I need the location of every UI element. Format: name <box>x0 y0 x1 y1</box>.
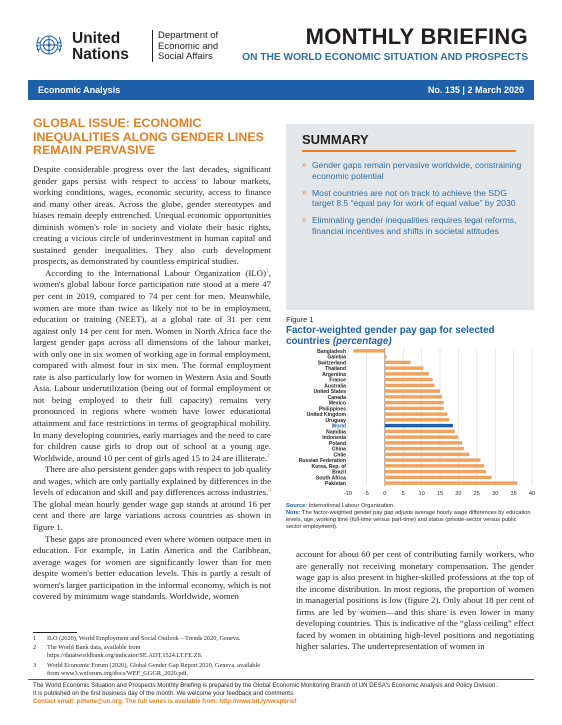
paragraph-2-part-a: According to the International Labour Organization (ILO) <box>45 267 267 278</box>
figure-title <box>286 325 516 347</box>
bar <box>354 349 385 352</box>
footnote-number: 1 <box>33 635 37 642</box>
category-label: Thailand <box>325 366 346 373</box>
dept-line-2: Economic and <box>158 40 219 52</box>
footer-line-1: The World Economic Situation and Prospects Monthly Briefing is prepared by the Global Economic Monitoring Branch of UN DESA's Economic Analysis and Policy Division. <box>33 682 498 689</box>
summary-bullet-text: Eliminating gender inequalities requires legal reforms, financial incentives and shifts in societal attitudes <box>312 215 517 236</box>
summary-title: SUMMARY <box>302 132 369 147</box>
bar <box>385 361 411 364</box>
bar <box>385 476 492 479</box>
un-emblem-icon <box>32 28 66 62</box>
category-label: Uruguay <box>325 417 346 424</box>
category-label: Argentina <box>322 371 346 378</box>
issue-number: No. 135 | 2 March 2020 <box>427 85 524 95</box>
bar <box>385 424 453 427</box>
bar <box>385 481 517 484</box>
chevron-right-icon: » <box>302 187 307 197</box>
category-label: China <box>331 446 346 453</box>
footnote-item <box>33 635 273 643</box>
x-tick-label: 35 <box>510 491 517 497</box>
paragraph-5: account for about 60 per cent of contributing family workers, who are generally not receiving monetary compensation. The gender wage gap is also present in higher-skilled professions at the top of the income distribution. In most regions, the proportion of women in managerial positions is low (figure 2). Only about 18 per cent of firms are led by women—and this share is even lower in many developing countries. This is indicative of the “glass ceiling” effect faced by women in obtaining high-level positions and negotiating higher salaries. The underrepresentation of women in <box>296 549 534 652</box>
footnote-ref-1[interactable]: 1 <box>266 267 269 274</box>
x-tick-label: 5 <box>401 491 405 497</box>
article-column-right <box>296 549 534 653</box>
bar <box>385 412 448 415</box>
x-tick-label: 15 <box>436 491 444 497</box>
summary-box <box>286 124 534 310</box>
figure-title-main: Factor-weighted gender pay gap for selected countries <box>286 325 495 347</box>
article-title-line-1: GLOBAL ISSUE: ECONOMIC <box>33 116 202 130</box>
x-tick-label: 10 <box>418 491 425 497</box>
summary-bullet-text: Most countries are not on track to achieve the SDG target 8.5 “equal pay for work of equal value” by 2030 <box>312 187 516 209</box>
bar <box>385 458 481 461</box>
footnote-number: 3 <box>33 661 37 669</box>
article-title-line-2: INEQUALITIES ALONG GENDER LINES <box>33 129 264 144</box>
bar <box>385 366 424 369</box>
bar <box>385 384 435 387</box>
x-tick-label: -10 <box>343 491 353 497</box>
category-label: Russian Federation <box>298 458 346 465</box>
bar <box>385 418 449 421</box>
figure-note <box>286 510 532 531</box>
summary-bullet-text: Gender gaps remain pervasive worldwide, constraining economic potential <box>312 160 522 181</box>
category-label: Brazil <box>332 469 346 476</box>
department-name <box>158 31 218 63</box>
footer-divider <box>28 679 534 680</box>
x-tick-label: -5 <box>363 491 369 497</box>
x-tick-label: 0 <box>383 491 387 497</box>
category-label: Philippines <box>318 406 346 413</box>
bar <box>385 453 470 456</box>
category-label: Switzerland <box>317 360 346 367</box>
note-text: The factor-weighted gender pay gap adjusts average hourly wage differences by education levels, age, working time (full-time versus part-time) and status (private-sector versus public sector employment). <box>286 510 531 530</box>
summary-underline <box>302 150 516 152</box>
category-label: Korea, Rep. of <box>311 463 346 470</box>
chevron-right-icon: » <box>302 160 307 169</box>
footnotes <box>33 635 273 679</box>
category-label: Bangladesh <box>317 348 346 355</box>
summary-bullet <box>302 188 522 210</box>
category-label: Chile <box>333 452 346 459</box>
gender-pay-gap-chart <box>286 346 536 502</box>
bar <box>385 401 444 404</box>
bar <box>385 447 464 450</box>
category-label: United Kingdom <box>306 412 346 419</box>
footnote-divider <box>33 632 77 633</box>
footnote-ref-3[interactable]: 3 <box>268 487 271 494</box>
x-tick-label: 20 <box>455 491 462 497</box>
bar <box>385 435 459 438</box>
paragraph-1: Despite considerable progress over the last decades, significant gender gaps persist with respect to access to labour markets, working conditions, wages, economic security, access to finance and many other areas. Across the globe, gender stereotypes and biases remain deeply entrenched. Unequal economic opportunities diminish women's role in society and violate their basic rights, creating a vicious circle of underinvestment in human capital and sustained gender inequalities. They also curb development prospects, as demonstrated by countless empirical studies. <box>33 164 271 267</box>
footnote-text[interactable]: The World Bank data, available from https://datatworldbank.org/indicator/SE.ADT.1524.LT.FE.ZS. <box>47 644 203 660</box>
footnote-ref-2[interactable]: 2 <box>267 452 270 459</box>
category-label: South Africa <box>315 475 346 482</box>
summary-list <box>302 154 522 237</box>
paragraph-3 <box>33 464 271 533</box>
paragraph-3-part-b: The global mean hourly gender wage gap stands at around 16 per cent and there are large variations across countries as shown in figure 1. <box>33 498 271 532</box>
page-footer <box>33 682 533 706</box>
dept-line-3: Social Affairs <box>158 51 213 62</box>
x-tick-label: 40 <box>528 491 536 497</box>
category-label: Gambia <box>327 354 346 361</box>
figure-notes <box>286 503 532 531</box>
source-label: Source: <box>286 503 308 509</box>
bar <box>385 407 444 410</box>
article-title <box>33 117 268 158</box>
bar <box>385 372 429 375</box>
paragraph-2 <box>33 268 271 464</box>
chart-category-labels <box>299 349 347 487</box>
summary-bullet <box>302 160 522 182</box>
note-label: Note: <box>286 510 301 516</box>
paragraph-4: These gaps are pronounced even where women outpace men in education. For example, in Latin America and the Caribbean, average wages for women are significantly lower than for men despite women's better education levels. This is partly a result of women's larger participation in the informal economy, which is not covered by minimum wage standards. Worldwide, women <box>33 533 271 602</box>
bar <box>385 355 387 358</box>
bar <box>385 464 484 467</box>
category-label: Australia <box>324 383 346 390</box>
figure-source <box>286 503 532 510</box>
category-label: Indonesia <box>322 435 346 442</box>
category-label: World <box>331 423 346 430</box>
paragraph-3-part-a: There are also persistent gender gaps with respect to job quality and wages, which are only partially explained by differences in the levels of education and skill and pay differences across industries. <box>33 464 271 498</box>
paragraph-2-part-b: , women's global labour force participation rate stood at a mere 47 per cent in 2019, compared to 74 per cent for men. Meanwhile, women are more than twice as likely not to be in employment, education or training (NEET), at a global rate of 31 per cent against only 14 per cent for men. Women in North Africa face the largest gender gaps across all dimensions of the labour market, with only one in six women of working age in formal employment, compared with almost four in six men. The formal employment rate is also particularly low for women in Western Asia and South Asia. Labour underutilization (being out of formal employment or not being employed to their full capacity) remains very pronounced in regions where women have lower educational attainment and face restrictions in terms of geographical mobility. In many developing countries, early marriages and the need to care for children cause girls to drop out of school at a young age. Worldwide, around 10 per cent of girls aged 15 to 24 are illiterate. <box>33 267 271 463</box>
bar <box>385 470 486 473</box>
category-label: United States <box>313 389 346 396</box>
footnote-text[interactable]: World Economic Forum (2020), Global Gender Gap Report 2020, Geneva, available from www3.weforum.org/docs/WEF_GGGR_2020.pdf. <box>47 661 261 677</box>
category-label: Canada <box>327 394 346 401</box>
briefing-subtitle: ON THE WORLD ECONOMIC SITUATION AND PROSPECTS <box>242 52 528 63</box>
summary-bullet <box>302 215 522 237</box>
chevron-right-icon: » <box>302 215 307 225</box>
bar <box>385 441 462 444</box>
footnote-item <box>33 662 273 678</box>
un-wordmark <box>72 31 129 63</box>
category-label: Mexico <box>328 400 346 407</box>
header-divider <box>152 30 153 62</box>
category-label: Pakistan <box>325 481 346 488</box>
bar <box>385 378 433 381</box>
bar <box>385 395 442 398</box>
footer-contact[interactable]: Contact email: pitterle@un.org. The full series is available from: http://www.bit.ly/wespbrief <box>33 698 297 705</box>
section-name: Economic Analysis <box>38 85 121 95</box>
chart-bars <box>354 349 518 485</box>
footer-line-2: It is published on the first business day of the month. We welcome your feedback and comments. <box>33 690 295 697</box>
figure-label: Figure 1 <box>286 315 314 324</box>
category-label: France <box>329 377 346 384</box>
bar <box>385 430 455 433</box>
dept-line-1: Department of <box>158 30 219 41</box>
footnote-text: ILO (2020), World Employment and Social Outlook – Trends 2020, Geneva. <box>47 635 241 642</box>
source-text: International Labour Organization. <box>307 503 395 509</box>
org-line-2: Nations <box>72 46 129 63</box>
figure-title-unit: (percentage) <box>332 336 392 347</box>
x-tick-label: 25 <box>473 491 480 497</box>
briefing-title: MONTHLY BRIEFING <box>305 24 528 49</box>
org-line-1: United <box>72 30 121 47</box>
footnote-item <box>33 644 273 660</box>
category-label: Poland <box>329 440 346 447</box>
article-title-line-3: REMAIN PERVASIVE <box>33 143 156 157</box>
section-band <box>28 80 534 100</box>
article-column-left <box>33 164 271 603</box>
chart-x-tick-labels <box>344 491 535 497</box>
footnote-number: 2 <box>33 644 37 652</box>
category-label: Namibia <box>326 429 346 436</box>
x-tick-label: 30 <box>492 491 499 497</box>
bar <box>385 389 440 392</box>
